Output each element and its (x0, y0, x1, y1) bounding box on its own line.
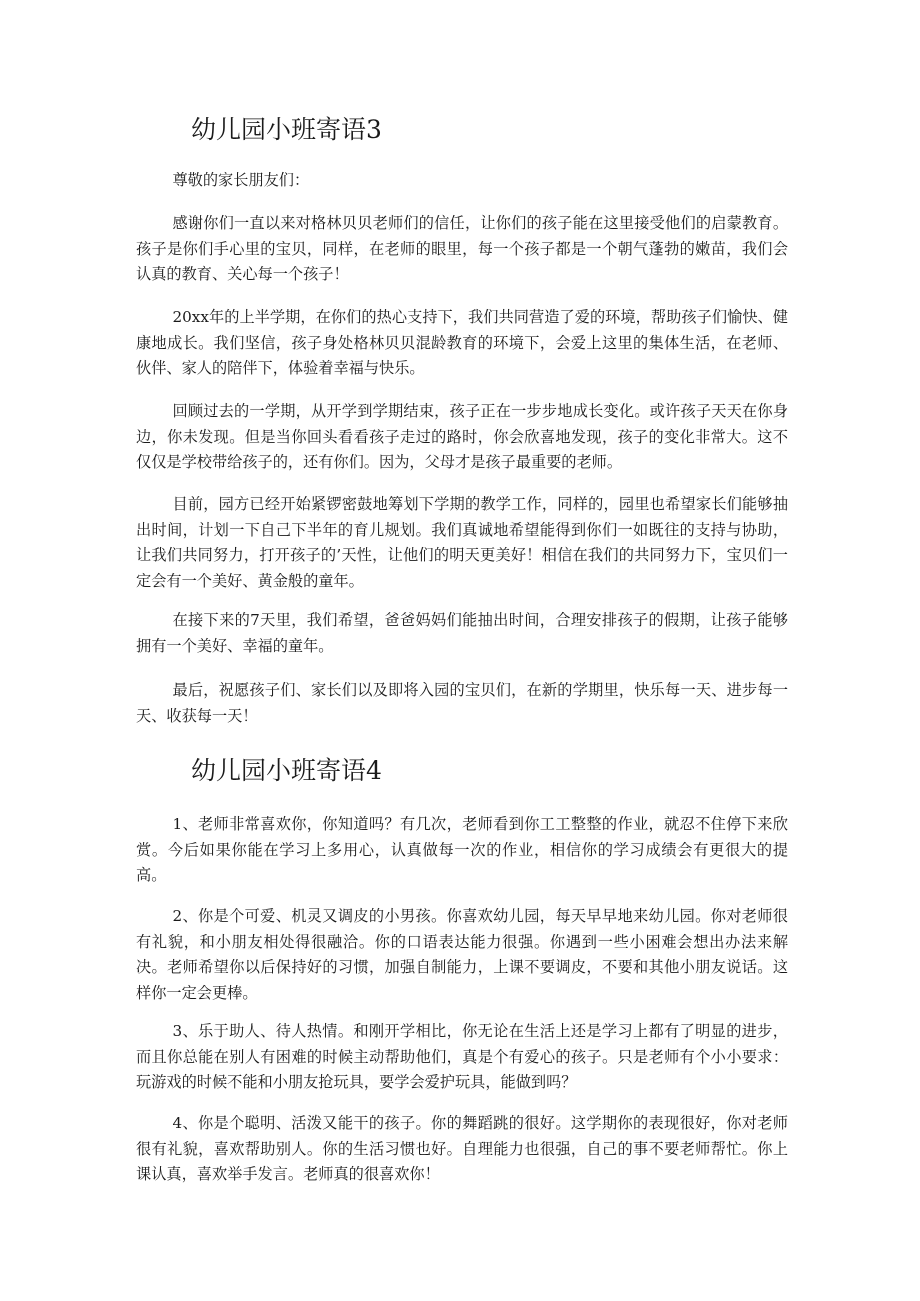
section3-title: 幼儿园小班寄语3 (191, 115, 382, 144)
section3-paragraph-3: 回顾过去的一学期，从开学到学期结束，孩子正在一步步地成长变化。或许孩子天天在你身边，你未发现。但是当你回头看看孩子走过的路时，你会欣喜地发现，孩子的变化非常大。这不仅仅是学校带给孩子的，还有你们。因为，父母才是孩子最重要的老师。 (136, 402, 788, 472)
section3-paragraph-2: 20xx年的上半学期，在你们的热心支持下，我们共同营造了爱的环境，帮助孩子们愉快、健康地成长。我们坚信，孩子身处格林贝贝混龄教育的环境下，会爱上这里的集体生活，在老师、伙伴、家人的陪伴下，体验着幸福与快乐。 (136, 308, 788, 378)
section4-item-3: 3、乐于助人、待人热情。和刚开学相比，你无论在生活上还是学习上都有了明显的进步，而且你总能在别人有困难的时候主动帮助他们，真是个有爱心的孩子。只是老师有个小小要求：玩游戏的时候不能和小朋友抢玩具，要学会爱护玩具，能做到吗？ (136, 1022, 788, 1092)
section3-paragraph-6: 最后，祝愿孩子们、家长们以及即将入园的宝贝们，在新的学期里，快乐每一天、进步每一天、收获每一天！ (136, 681, 788, 725)
section3-greeting: 尊敬的家长朋友们： (172, 171, 310, 189)
section4-item-2: 2、你是个可爱、机灵又调皮的小男孩。你喜欢幼儿园，每天早早地来幼儿园。你对老师很有礼貌，和小朋友相处得很融洽。你的口语表达能力很强。你遇到一些小困难会想出办法来解决。老师希望你以后保持好的习惯，加强自制能力，上课不要调皮，不要和其他小朋友说话。这样你一定会更棒。 (136, 907, 788, 1002)
section3-paragraph-1: 感谢你们一直以来对格林贝贝老师们的信任，让你们的孩子能在这里接受他们的启蒙教育。孩子是你们手心里的宝贝，同样，在老师的眼里，每一个孩子都是一个朝气蓬勃的嫩苗，我们会认真的教育、关心每一个孩子！ (136, 214, 788, 284)
section4-title: 幼儿园小班寄语4 (191, 756, 382, 785)
section3-paragraph-5: 在接下来的7天里，我们希望，爸爸妈妈们能抽出时间，合理安排孩子的假期，让孩子能够拥有一个美好、幸福的童年。 (136, 611, 788, 655)
section3-paragraph-4: 目前，园方已经开始紧锣密鼓地筹划下学期的教学工作，同样的，园里也希望家长们能够抽出时间，计划一下自己下半年的育儿规划。我们真诚地希望能得到你们一如既往的支持与协助，让我们共同努力，打开孩子的’天性，让他们的明天更美好！相信在我们的共同努力下，宝贝们一定会有一个美好、黄金般的童年。 (136, 495, 788, 590)
section4-item-4: 4、你是个聪明、活泼又能干的孩子。你的舞蹈跳的很好。这学期你的表现很好，你对老师很有礼貌，喜欢帮助别人。你的生活习惯也好。自理能力也很强，自己的事不要老师帮忙。你上课认真，喜欢举手发言。老师真的很喜欢你！ (136, 1114, 788, 1184)
section4-item-1: 1、老师非常喜欢你，你知道吗？有几次，老师看到你工工整整的作业，就忍不住停下来欣赏。今后如果你能在学习上多用心，认真做每一次的作业，相信你的学习成绩会有更很大的提高。 (136, 815, 788, 885)
